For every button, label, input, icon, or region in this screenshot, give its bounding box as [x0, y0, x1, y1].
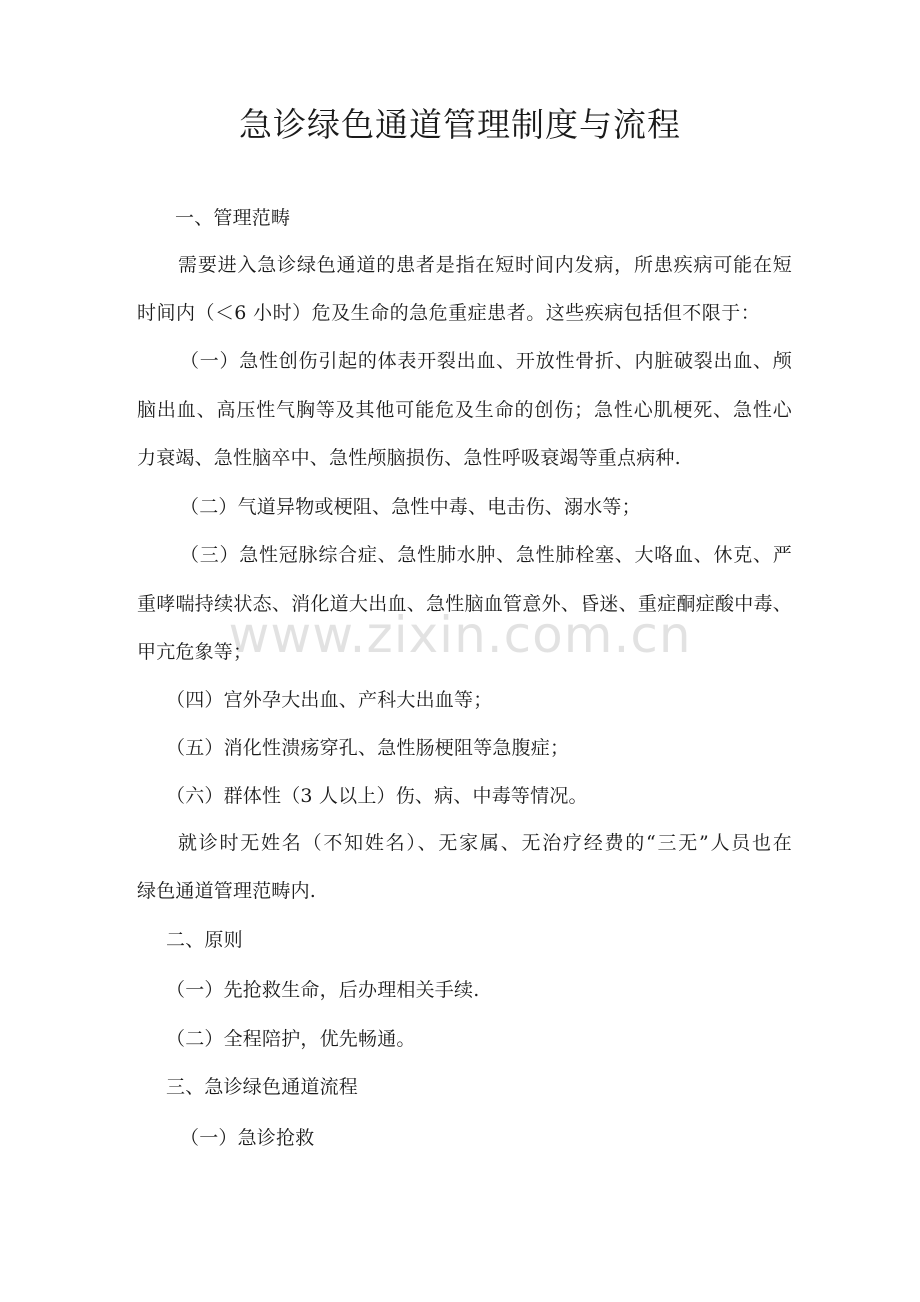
paragraph-line: 就诊时无姓名（不知姓名）、无家属、无治疗经费的“三无”人员也在	[178, 832, 792, 854]
list-item-line: （一）先抢救生命，后办理相关手续.	[166, 979, 480, 1001]
list-item-line: （一）急性创伤引起的体表开裂出血、开放性骨折、内脏破裂出血、颅	[180, 350, 792, 372]
list-item-line: （二）气道异物或梗阻、急性中毒、电击伤、溺水等；	[180, 496, 641, 518]
watermark: www.zixin.com.cn	[228, 606, 692, 664]
list-item-line: （三）急性冠脉综合症、急性肺水肿、急性肺栓塞、大咯血、休克、严	[180, 544, 792, 566]
section-heading-principles: 二、原则	[166, 929, 243, 951]
list-item-line: （一）急诊抢救	[180, 1127, 315, 1149]
list-item-line: 甲亢危象等；	[137, 641, 253, 663]
document-title: 急诊绿色通道管理制度与流程	[239, 105, 681, 144]
list-item-line: （二）全程陪护，优先畅通。	[166, 1028, 416, 1050]
list-item-line: （六）群体性（3 人以上）伤、病、中毒等情况。	[166, 785, 588, 807]
list-item-line: （四）宫外孕大出血、产科大出血等；	[166, 689, 493, 711]
list-item-line: 力衰竭、急性脑卒中、急性颅脑损伤、急性呼吸衰竭等重点病种.	[137, 447, 681, 469]
list-item-line: （五）消化性溃疡穿孔、急性肠梗阻等急腹症；	[166, 737, 570, 759]
section-heading-scope: 一、管理范畴	[175, 207, 291, 229]
list-item-line: 重哮喘持续状态、消化道大出血、急性脑血管意外、昏迷、重症酮症酸中毒、	[137, 593, 792, 615]
list-item-line: 脑出血、高压性气胸等及其他可能危及生命的创伤；急性心肌梗死、急性心	[137, 399, 792, 421]
section-heading-process: 三、急诊绿色通道流程	[166, 1076, 359, 1098]
paragraph-line: 时间内（＜6 小时）危及生命的急危重症患者。这些疾病包括但不限于：	[137, 302, 760, 324]
paragraph-line: 绿色通道管理范畴内.	[137, 880, 317, 902]
paragraph-line: 需要进入急诊绿色通道的患者是指在短时间内发病，所患疾病可能在短	[178, 254, 792, 276]
